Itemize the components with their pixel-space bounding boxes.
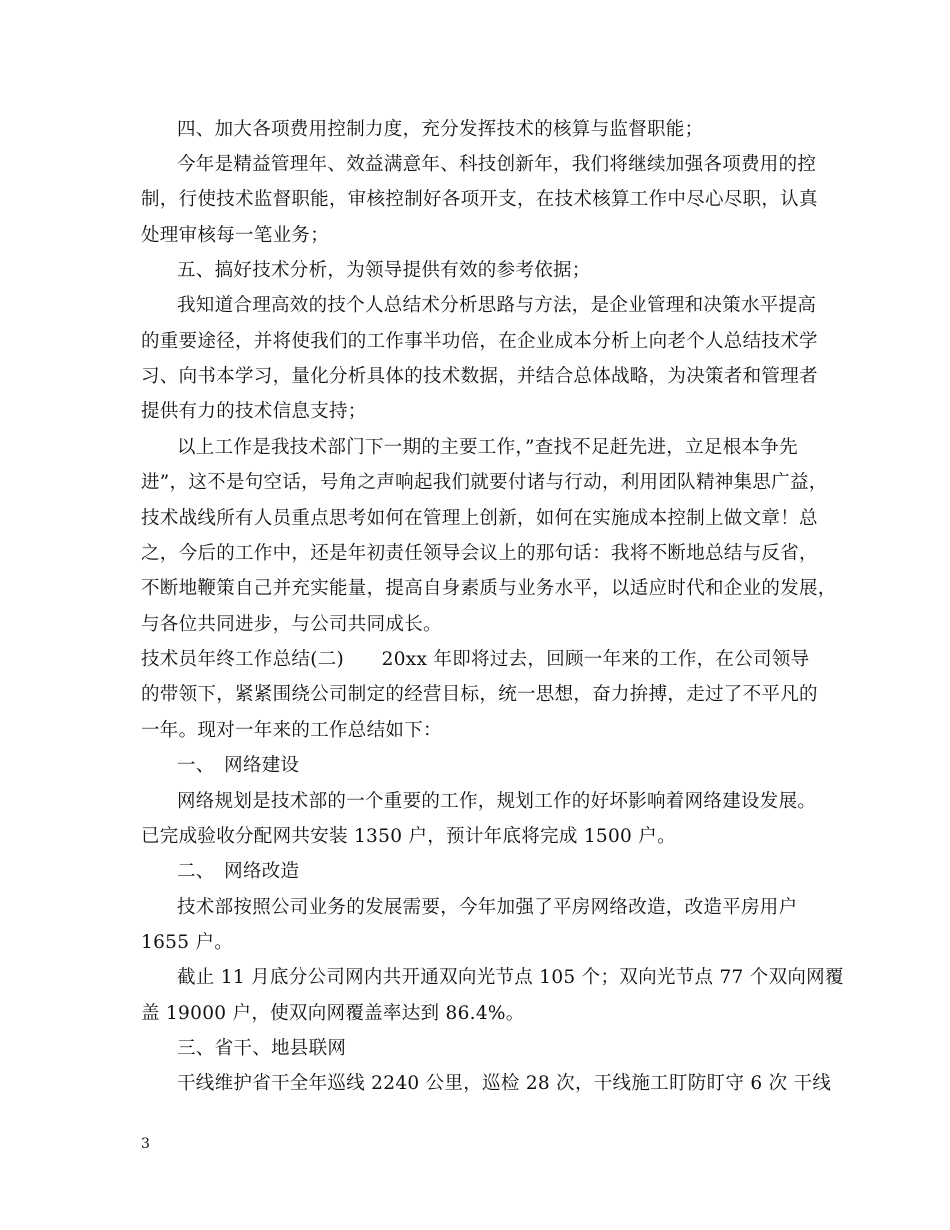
text-line: 习、向书本学习，量化分析具体的技术数据，并结合总体战略，为决策者和管理者 (141, 366, 818, 387)
text-line: 以上工作是我技术部门下一期的主要工作，”查找不足赶先进，立足根本争先 (177, 437, 798, 458)
text-line: 1655 户。 (141, 932, 234, 953)
section-heading: 二、 网络改造 (177, 861, 300, 882)
text-line: 不断地鞭策自己并充实能量，提高自身素质与业务水平，以适应时代和企业的发展， (141, 578, 837, 599)
text-line: 进”，这不是句空话，号角之声响起我们就要付诸与行动，利用团队精神集思广益， (141, 472, 828, 493)
section-heading: 技术员年终工作总结(二) 20xx 年即将过去，回顾一年来的工作，在公司领导 (141, 649, 810, 670)
text-line: 与各位共同进步，与公司共同成长。 (141, 614, 442, 635)
text-line: 提供有力的技术信息支持； (141, 401, 367, 422)
text-line: 网络规划是技术部的一个重要的工作，规划工作的好坏影响着网络建设发展。 (177, 791, 817, 812)
page-number: 3 (141, 1136, 150, 1152)
text-line: 一年。现对一年来的工作总结如下： (141, 720, 442, 741)
section-heading: 一、 网络建设 (177, 755, 300, 776)
text-line: 的重要途径，并将使我们的工作事半功倍，在企业成本分析上向老个人总结技术学 (141, 331, 818, 352)
text-line: 的带领下，紧紧围绕公司制定的经营目标，统一思想，奋力拚搏，走过了不平凡的 (141, 684, 818, 705)
text-line: 技术战线所有人员重点思考如何在管理上创新，如何在实施成本控制上做文章！总 (141, 508, 818, 529)
text-line: 干线维护省干全年巡线 2240 公里，巡检 28 次，干线施工盯防盯守 6 次 干线 (177, 1073, 832, 1094)
text-line: 技术部按照公司业务的发展需要，今年加强了平房网络改造，改造平房用户 (177, 897, 798, 918)
text-line: 制，行使技术监督职能，审核控制好各项开支，在技术核算工作中尽心尽职，认真 (141, 189, 818, 210)
text-line: 已完成验收分配网共安装 1350 户，预计年底将完成 1500 户。 (141, 826, 676, 847)
text-line: 截止 11 月底分公司网内共开通双向光节点 105 个；双向光节点 77 个双向网覆 (177, 967, 844, 988)
text-line: 处理审核每一笔业务； (141, 225, 330, 246)
text-line: 盖 19000 户，使双向网覆盖率达到 86.4%。 (141, 1003, 525, 1024)
text-line: 今年是精益管理年、效益满意年、科技创新年，我们将继续加强各项费用的控 (177, 154, 817, 175)
text-line: 五、搞好技术分析，为领导提供有效的参考依据； (177, 260, 591, 281)
text-line: 之，今后的工作中，还是年初责任领导会议上的那句话：我将不断地总结与反省， (141, 543, 818, 564)
text-line: 我知道合理高效的技个人总结术分析思路与方法，是企业管理和决策水平提高 (177, 295, 817, 316)
section-heading: 三、省干、地县联网 (177, 1038, 347, 1059)
text-line: 四、加大各项费用控制力度，充分发挥技术的核算与监督职能； (177, 119, 704, 140)
